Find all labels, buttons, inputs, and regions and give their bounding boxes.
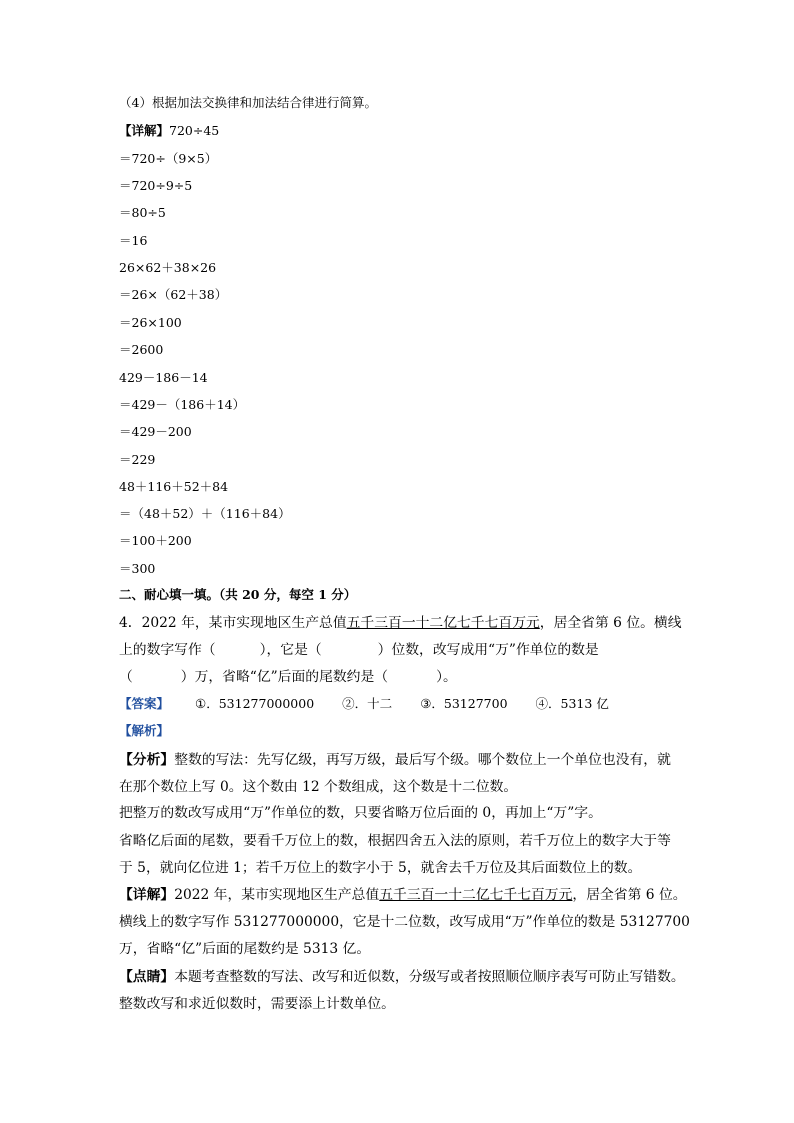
fenxi-line-4: 省略亿后面的尾数，要看千万位上的数，根据四舍五入法的原则，若千万位上的数字大于等 — [119, 833, 671, 849]
detail-label: 【详解】 — [119, 123, 170, 138]
xiangjie-line-2: 横线上的数字写作 531277000000，它是十二位数，改写成用“万”作单位的数是 53127700 — [119, 914, 690, 930]
xiangjie-text: 2022 年，某市实现地区生产总值 — [174, 887, 380, 903]
calc-line: ＝（48＋52）＋（116＋84） — [119, 506, 291, 521]
dianjing-label: 【点睛】 — [119, 969, 175, 985]
calc-line: ＝300 — [119, 561, 156, 576]
xiangjie-line-3: 万，省略“亿”后面的尾数约是 5313 亿。 — [119, 941, 371, 957]
fenxi-line-5: 于 5，就向亿位进 1；若千万位上的数字小于 5，就舍去千万位及其后面数位上的数。 — [119, 860, 642, 876]
calc-line: ＝80÷5 — [119, 205, 166, 220]
calc-line: ＝229 — [119, 452, 156, 467]
q4-text: ，居全省第 6 位。横线 — [539, 615, 682, 631]
calc-line: ＝720÷（9×5） — [119, 151, 218, 166]
calc-line: 48＋116＋52＋84 — [119, 479, 229, 494]
answer-item: ③．53127700 — [420, 696, 508, 711]
calc-line: ＝720÷9÷5 — [119, 178, 193, 193]
q4-text: 2022 年，某市实现地区生产总值 — [141, 615, 347, 631]
xiangjie-line-1 — [119, 886, 687, 904]
q4-text: ）。 — [436, 669, 457, 685]
hint-4: （4）根据加法交换律和加法结合律进行简算。 — [119, 95, 377, 110]
section-2-title: 二、耐心填一填。（共 20 分，每空 1 分） — [119, 587, 357, 602]
calc-1-first: 720÷45 — [169, 123, 220, 138]
calc-line: 429－186－14 — [119, 370, 208, 385]
q4-text: ），它是（ — [259, 642, 322, 658]
answer-label: 【答案】 — [119, 696, 170, 711]
fenxi-line-3: 把整万的数改写成用“万”作单位的数，只要省略万位后面的 0，再加上“万”字。 — [119, 805, 602, 821]
fenxi-text: 整数的写法：先写亿级，再写万级，最后写个级。哪个数位上一个单位也没有，就 — [174, 752, 671, 768]
calc-line: ＝2600 — [119, 342, 164, 357]
underlined-value: 五千三百一十二亿七千七百万元 — [346, 615, 540, 631]
detail-line-1 — [119, 123, 219, 139]
q4-text: （ — [119, 669, 133, 685]
calc-line: ＝429－（186＋14） — [119, 397, 246, 412]
calc-line: ＝100＋200 — [119, 533, 192, 548]
calc-line: ＝16 — [119, 233, 148, 248]
q4-line-3 — [119, 668, 457, 686]
calc-line: 26×62＋38×26 — [119, 260, 217, 275]
calc-line: ＝26×（62＋38） — [119, 287, 228, 302]
underlined-value: 五千三百一十二亿七千七百万元 — [379, 887, 573, 903]
answer-line — [119, 696, 609, 712]
dianjing-line-2: 整数改写和求近似数时，需要添上计数单位。 — [119, 996, 395, 1012]
fenxi-label: 【分析】 — [119, 752, 175, 768]
fenxi-line-1 — [119, 751, 671, 769]
q4-line-1 — [119, 614, 682, 632]
dianjing-line-1 — [119, 968, 685, 986]
q4-text: 上的数字写作（ — [119, 642, 216, 658]
q4-text: ）万，省略“亿”后面的尾数约是（ — [180, 669, 389, 685]
q4-number: 4． — [119, 615, 142, 631]
answer-item: ①．531277000000 — [195, 696, 315, 711]
xiangjie-label: 【详解】 — [119, 887, 175, 903]
calc-line: ＝429－200 — [119, 424, 192, 439]
answer-item: ②．十二 — [342, 696, 393, 711]
answer-item: ④．5313 亿 — [535, 696, 609, 711]
calc-line: ＝26×100 — [119, 315, 182, 330]
q4-text: ）位数，改写成用“万”作单位的数是 — [377, 642, 599, 658]
q4-line-2 — [119, 641, 599, 659]
analysis-label: 【解析】 — [119, 723, 170, 738]
fenxi-line-2: 在那个数位上写 0。这个数由 12 个数组成，这个数是十二位数。 — [119, 779, 518, 795]
xiangjie-text: ，居全省第 6 位。 — [572, 887, 687, 903]
dianjing-text: 本题考查整数的写法、改写和近似数，分级写或者按照顺位顺序表写可防止写错数。 — [174, 969, 685, 985]
